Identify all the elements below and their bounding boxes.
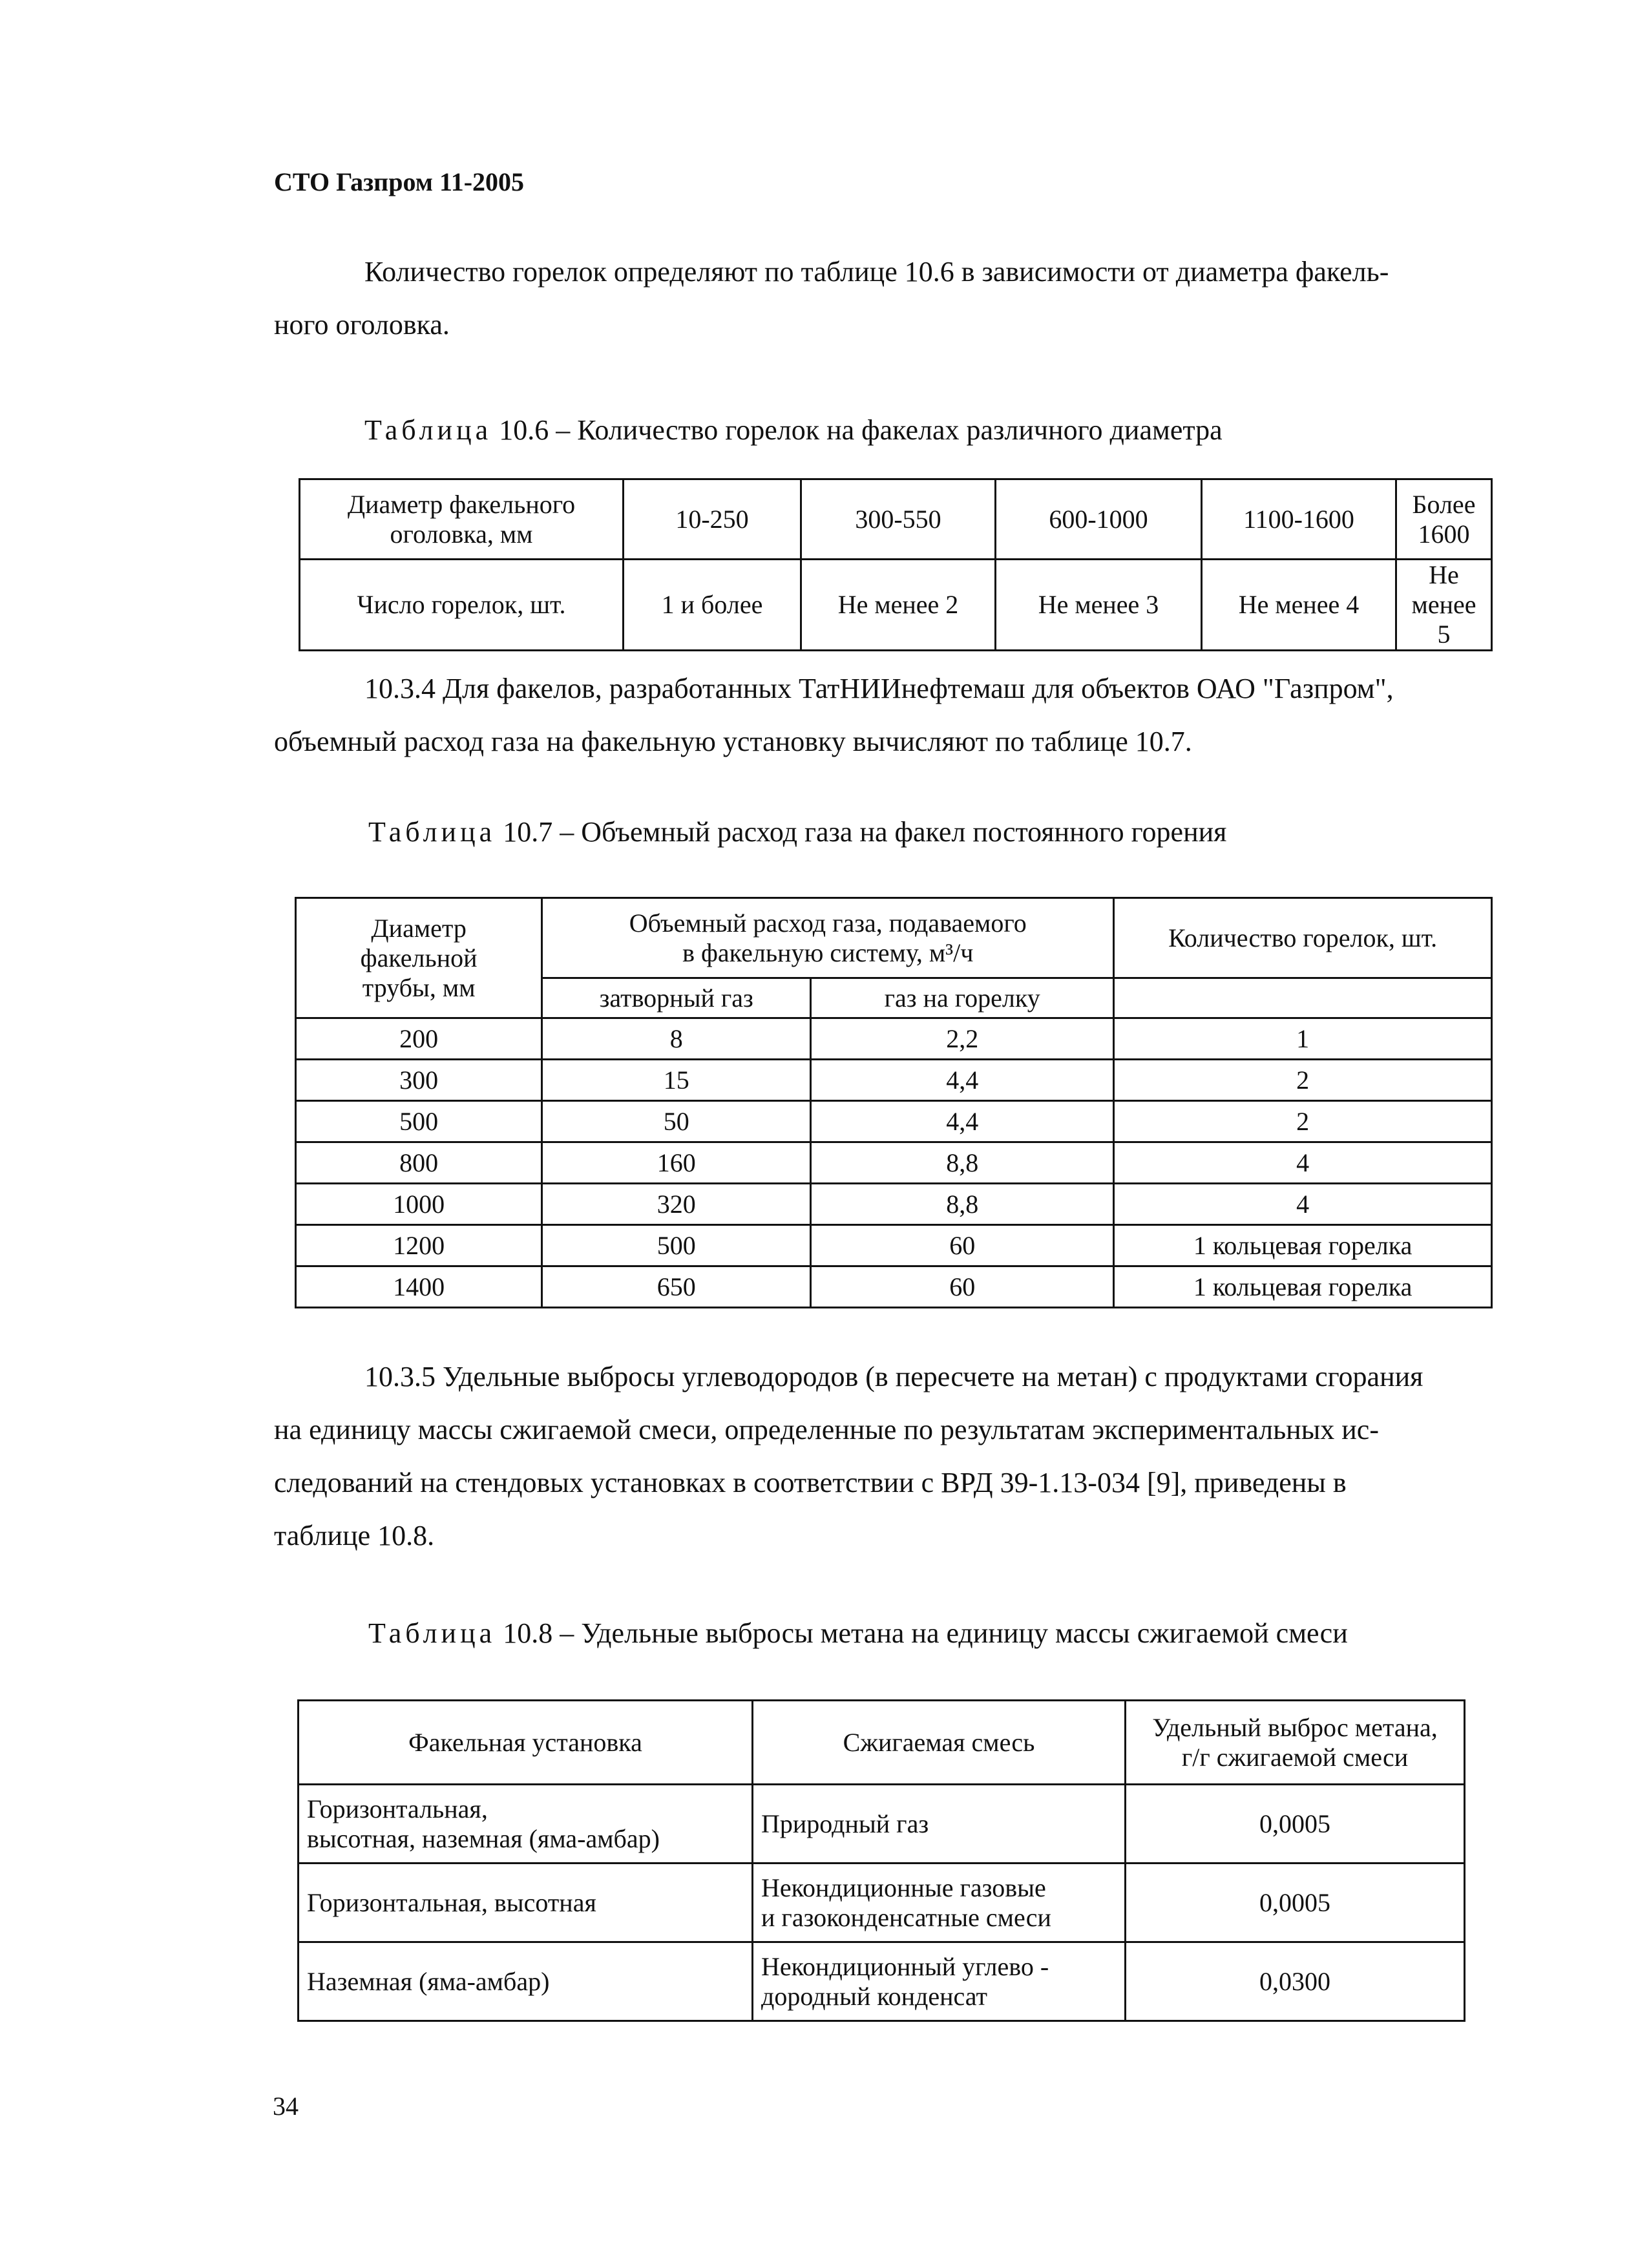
cell-line: оголовка, мм [390,519,533,549]
paragraph-2-line-2: объемный расход газа на факельную установку вычисляют по таблице 10.7. [274,726,1192,757]
table-cell [300,479,624,560]
table-header-cell: газ на горелку [811,978,1114,1018]
table-cell: 160 [542,1142,811,1184]
paragraph-3 [274,1350,1515,1562]
caption-text: 10.7 – Объемный расход газа на факел постоянного горения [496,816,1227,848]
table-row [296,1266,1492,1308]
paragraph-1 [274,246,1515,352]
table-row [300,560,1492,651]
table-cell: 4 [1114,1184,1492,1225]
table-10-6 [299,478,1493,651]
table-row [299,1785,1465,1864]
table-cell [753,1864,1126,1942]
table-10-6-caption [364,414,1223,446]
cell-line: и газоконденсатные смеси [761,1902,1051,1932]
table-10-7 [295,897,1493,1308]
table-header-cell [542,898,1114,978]
paragraph-1-line-1: Количество горелок определяют по таблице 10.6 в зависимости от диаметра факель- [364,256,1389,288]
caption-word: Таблица [364,414,492,446]
table-cell: 1 кольцевая горелка [1114,1225,1492,1266]
paragraph-1-line-2: ного оголовка. [274,309,450,341]
paragraph-2-line-1: 10.3.4 Для факелов, разработанных ТатНИИнефтемаш для объектов ОАО "Газпром", [364,673,1394,704]
table-cell: 200 [296,1018,542,1060]
table-row [296,1101,1492,1142]
cell-line: трубы, мм [362,972,476,1002]
cell-line: Некондиционные газовые [761,1873,1046,1902]
table-cell: 4,4 [811,1060,1114,1101]
table-cell: 500 [542,1225,811,1266]
cell-line: Диаметр [371,913,467,943]
cell-line: г/г сжигаемой смеси [1181,1742,1409,1772]
table-cell: Не менее 5 [1396,560,1492,651]
page-number: 34 [273,2092,299,2121]
table-cell: 0,0005 [1126,1864,1465,1942]
table-cell: Число горелок, шт. [300,560,624,651]
table-10-7-caption [368,815,1226,848]
table-cell: 320 [542,1184,811,1225]
table-cell: 8,8 [811,1142,1114,1184]
table-row [296,1060,1492,1101]
table-cell: Наземная (яма-амбар) [299,1942,753,2021]
table-cell: 4 [1114,1142,1492,1184]
table-header-cell: Количество горелок, шт. [1114,898,1492,978]
caption-word: Таблица [368,1617,496,1649]
table-cell: 650 [542,1266,811,1308]
caption-word: Таблица [368,816,496,848]
table-cell: 2,2 [811,1018,1114,1060]
table-cell: 300 [296,1060,542,1101]
table-cell: 50 [542,1101,811,1142]
table-cell: Более 1600 [1396,479,1492,560]
table-row [296,1184,1492,1225]
table-header-cell: Факельная установка [299,1701,753,1785]
table-cell: 8,8 [811,1184,1114,1225]
caption-text: 10.6 – Количество горелок на факелах различного диаметра [492,414,1223,446]
table-header-cell [296,898,542,1018]
table-cell: 300-550 [801,479,996,560]
paragraph-3-line-1: 10.3.5 Удельные выбросы углеводородов (в пересчете на метан) с продуктами сгорания [364,1361,1423,1392]
table-cell: 1400 [296,1266,542,1308]
table-cell: 4,4 [811,1101,1114,1142]
table-row [300,479,1492,560]
caption-text: 10.8 – Удельные выбросы метана на единицу массы сжигаемой смеси [496,1617,1348,1649]
table-cell: 0,0300 [1126,1942,1465,2021]
table-cell: 1000 [296,1184,542,1225]
cell-line: высотная, наземная (яма-амбар) [307,1823,660,1853]
table-row [296,1018,1492,1060]
table-cell: 8 [542,1018,811,1060]
table-cell: Не менее 2 [801,560,996,651]
table-header-cell: затворный газ [542,978,811,1018]
table-header-cell [1126,1701,1465,1785]
table-cell: 1 [1114,1018,1492,1060]
table-header-cell [1114,978,1492,1018]
table-cell: 1100-1600 [1202,479,1396,560]
table-cell: Горизонтальная, высотная [299,1864,753,1942]
table-cell: 60 [811,1266,1114,1308]
table-cell: 1200 [296,1225,542,1266]
table-row [296,1142,1492,1184]
cell-line: Объемный расход газа, подаваемого [629,908,1027,938]
table-cell: 600-1000 [996,479,1202,560]
table-header-cell: Сжигаемая смесь [753,1701,1126,1785]
table-cell: 800 [296,1142,542,1184]
table-cell: 2 [1114,1060,1492,1101]
paragraph-3-line-2: на единицу массы сжигаемой смеси, определенные по результатам экспериментальных ис- [274,1414,1379,1445]
table-10-8-caption [368,1617,1348,1650]
cell-line: факельной [360,943,478,972]
table-cell [753,1942,1126,2021]
cell-line: дородный конденсат [761,1981,987,2011]
cell-line: в факельную систему, м³/ч [682,938,974,967]
table-cell: 60 [811,1225,1114,1266]
table-header-row [299,1701,1465,1785]
table-cell: 0,0005 [1126,1785,1465,1864]
table-cell: Не менее 3 [996,560,1202,651]
paragraph-3-line-3: следований на стендовых установках в соответствии с ВРД 39-1.13-034 [9], приведены в [274,1467,1347,1498]
table-cell: 2 [1114,1101,1492,1142]
table-row [299,1942,1465,2021]
table-cell: 1 и более [624,560,801,651]
cell-line: Горизонтальная, [307,1794,488,1823]
table-row [299,1864,1465,1942]
table-cell: 10-250 [624,479,801,560]
table-header-row [296,898,1492,978]
table-cell: Природный газ [753,1785,1126,1864]
paragraph-3-line-4: таблице 10.8. [274,1520,435,1551]
table-10-8 [297,1699,1465,2022]
table-cell: 15 [542,1060,811,1101]
cell-line: Некондиционный углево - [761,1951,1049,1981]
table-row [296,1225,1492,1266]
document-header: СТО Газпром 11-2005 [274,167,525,196]
cell-line: Удельный выброс метана, [1152,1712,1438,1742]
cell-line: Диаметр факельного [347,489,576,519]
table-cell: 1 кольцевая горелка [1114,1266,1492,1308]
paragraph-2 [274,662,1515,768]
table-cell [299,1785,753,1864]
table-cell: Не менее 4 [1202,560,1396,651]
table-cell: 500 [296,1101,542,1142]
